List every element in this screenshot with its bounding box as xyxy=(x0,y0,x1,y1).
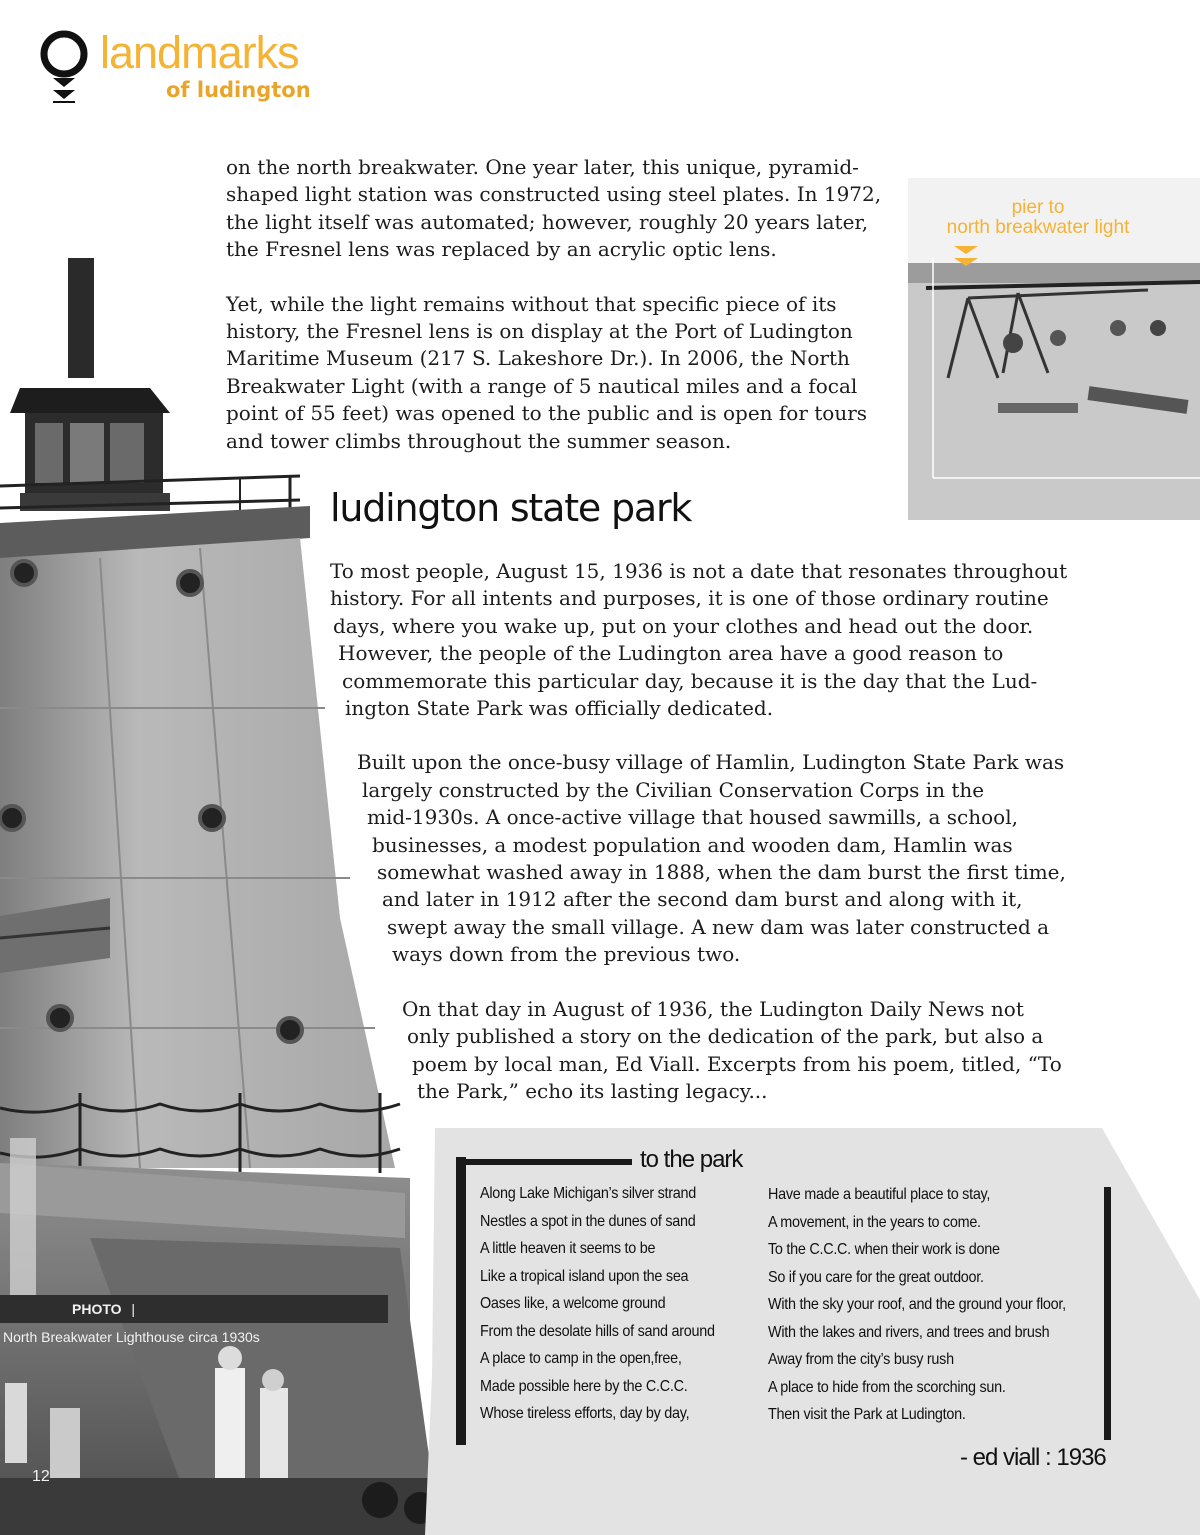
text-line: However, the people of the Ludington area have a good reason to xyxy=(338,641,1004,666)
text-line: the Fresnel lens was replaced by an acrylic optic lens. xyxy=(226,237,777,262)
poem-line: From the desolate hills of sand around xyxy=(480,1322,715,1340)
intro-text xyxy=(226,154,896,455)
poem-line: A place to hide from the scorching sun. xyxy=(768,1378,1006,1396)
text-line: somewhat washed away in 1888, when the dam burst the first time, xyxy=(377,860,1066,885)
body-text xyxy=(330,558,1090,1105)
poem-line: A movement, in the years to come. xyxy=(768,1213,981,1231)
poem-column-1 xyxy=(480,1180,715,1428)
poem-line: Oases like, a welcome ground xyxy=(480,1295,666,1312)
text-line: largely constructed by the Civilian Conservation Corps in the xyxy=(362,777,985,802)
caption-line: north breakwater light xyxy=(946,217,1130,238)
section-heading: ludington state park xyxy=(330,486,692,530)
poem-title: to the park xyxy=(640,1146,743,1173)
poem-signature: - ed viall : 1936 xyxy=(960,1444,1106,1471)
poem-line: Whose tireless efforts, day by day, xyxy=(480,1405,690,1422)
body-paragraph-1 xyxy=(330,558,1090,722)
text-line: the Park,” echo its lasting legacy... xyxy=(417,1078,768,1103)
poem-line: Like a tropical island upon the sea xyxy=(480,1267,689,1285)
poem-line: With the lakes and rivers, and trees and brush xyxy=(768,1323,1050,1341)
beach-photo-caption xyxy=(928,198,1148,238)
poem-line: With the sky your roof, and the ground your floor, xyxy=(768,1296,1066,1313)
text-line: Yet, while the light remains without that specific piece of its xyxy=(226,291,837,316)
text-line: days, where you wake up, put on your clothes and head out the door. xyxy=(333,613,1034,638)
page-number: 12 xyxy=(32,1468,50,1485)
poem-line: Then visit the Park at Ludington. xyxy=(768,1406,966,1423)
logo-subtitle: of ludington xyxy=(166,78,311,102)
text-line: the light itself was automated; however, roughly 20 years later, xyxy=(226,209,869,234)
poem-line: Nestles a spot in the dunes of sand xyxy=(480,1212,696,1230)
poem-line: To the C.C.C. when their work is done xyxy=(768,1241,1000,1258)
poem-line: A little heaven it seems to be xyxy=(480,1240,656,1257)
poem-line: Have made a beautiful place to stay, xyxy=(768,1186,991,1203)
poem-line: Made possible here by the C.C.C. xyxy=(480,1377,688,1395)
text-line: On that day in August of 1936, the Ludington Daily News not xyxy=(402,996,1024,1021)
text-line: history. For all intents and purposes, it is one of those ordinary routine xyxy=(330,586,1049,611)
text-line: history, the Fresnel lens is on display at the Port of Ludington xyxy=(226,319,853,344)
text-line: Breakwater Light (with a range of 5 nautical miles and a focal xyxy=(226,373,858,398)
poem-line: So if you care for the great outdoor. xyxy=(768,1268,984,1286)
text-line: To most people, August 15, 1936 is not a date that resonates throughout xyxy=(330,559,1068,583)
text-line: on the north breakwater. One year later, this unique, pyramid- xyxy=(226,155,859,179)
text-line: businesses, a modest population and wooden dam, Hamlin was xyxy=(372,832,1013,857)
caption-line: pier to xyxy=(1011,197,1065,218)
text-line: only published a story on the dedication of the park, but also a xyxy=(407,1024,1044,1049)
text-line: Maritime Museum (217 S. Lakeshore Dr.). In 2006, the North xyxy=(226,346,850,371)
photo-caption-text: North Breakwater Lighthouse circa 1930s xyxy=(3,1329,260,1345)
intro-paragraph-2 xyxy=(226,291,896,455)
text-line: and later in 1912 after the second dam burst and along with it, xyxy=(382,887,1023,912)
intro-paragraph-1 xyxy=(226,154,896,264)
text-line: Built upon the once-busy village of Hamlin, Ludington State Park was xyxy=(357,750,1065,775)
location-pin-icon xyxy=(38,28,96,108)
poem-line: Along Lake Michigan’s silver strand xyxy=(480,1185,697,1202)
logo-title: landmarks xyxy=(100,27,299,78)
poem-line: Away from the city’s busy rush xyxy=(768,1351,954,1368)
body-paragraph-3 xyxy=(330,996,1090,1106)
text-line: ington State Park was officially dedicated. xyxy=(345,696,774,721)
poem-line: A place to camp in the open,free, xyxy=(480,1350,682,1367)
photo-caption-label: PHOTO xyxy=(72,1301,122,1317)
text-line: poem by local man, Ed Viall. Excerpts from his poem, titled, “To xyxy=(412,1051,1062,1076)
text-line: shaped light station was constructed using steel plates. In 1972, xyxy=(226,182,882,207)
text-line: ways down from the previous two. xyxy=(392,942,741,967)
text-line: mid-1930s. A once-active village that housed sawmills, a school, xyxy=(367,805,1018,830)
body-paragraph-2 xyxy=(330,749,1090,968)
text-line: and tower climbs throughout the summer season. xyxy=(226,428,732,453)
text-line: swept away the small village. A new dam was later constructed a xyxy=(387,914,1050,939)
text-line: point of 55 feet) was opened to the public and is open for tours xyxy=(226,401,868,426)
photo-caption xyxy=(0,1295,388,1345)
text-line: commemorate this particular day, because it is the day that the Lud- xyxy=(342,668,1038,693)
photo-caption-separator: | xyxy=(131,1301,136,1317)
poem-column-2 xyxy=(768,1181,1066,1429)
